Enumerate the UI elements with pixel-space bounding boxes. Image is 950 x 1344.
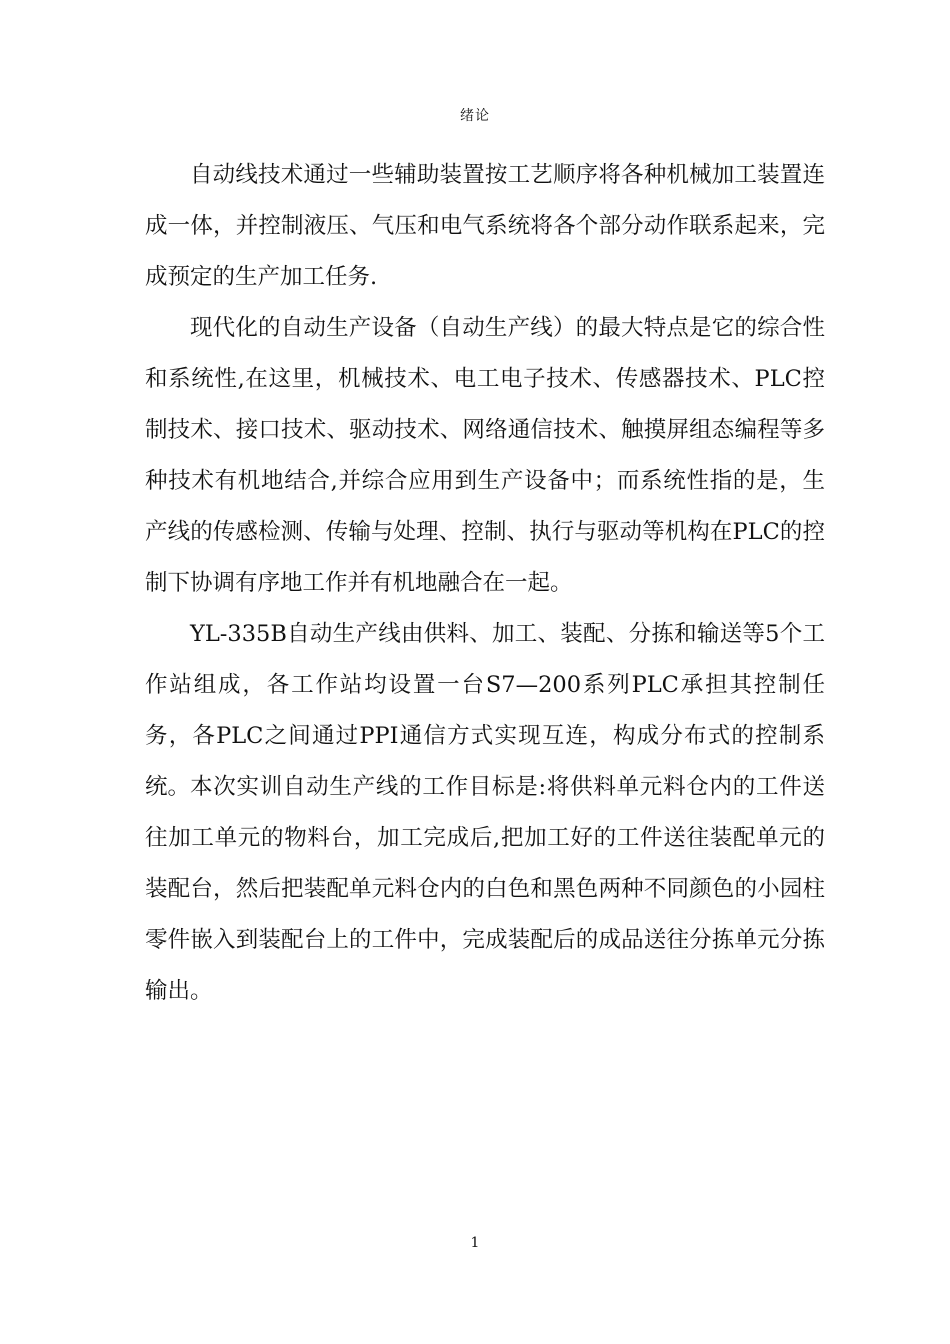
paragraph-2: 现代化的自动生产设备（自动生产线）的最大特点是它的综合性和系统性,在这里，机械技术、电工电子技术、传感器技术、PLC控制技术、接口技术、驱动技术、网络通信技术、触摸屏组态编程等多种技术有机地结合,并综合应用到生产设备中；而系统性指的是，生产线的传感检测、传输与处理、控制、执行与驱动等机构在PLC的控制下协调有序地工作并有机地融合在一起。 — [145, 315, 825, 596]
paragraph-4: 本次实训自动生产线的工作目标是:将供料单元料仓内的工件送往加工单元的物料台，加工完成后,把加工好的工件送往装配单元的装配台，然后把装配单元料仓内的白色和黑色两种不同颜色的小园柱零件嵌入到装配台上的工件中，完成装配后的成品送往分拣单元分拣输出。 — [145, 774, 825, 1004]
paragraph-3: YL-335B自动生产线由供料、加工、装配、分拣和输送等5个工作站组成，各工作站均设置一台S7—200系列PLC承担其控制任务，各PLC之间通过PPI通信方式实现互连，构成分布式的控制系统。 — [145, 621, 825, 800]
paragraph-1: 自动线技术通过一些辅助装置按工艺顺序将各种机械加工装置连成一体，并控制液压、气压和电气系统将各个部分动作联系起来，完成预定的生产加工任务. — [145, 162, 825, 290]
page-title: 绪论 — [460, 108, 490, 124]
page-number: 1 — [470, 1235, 480, 1251]
document-body — [145, 150, 825, 1017]
